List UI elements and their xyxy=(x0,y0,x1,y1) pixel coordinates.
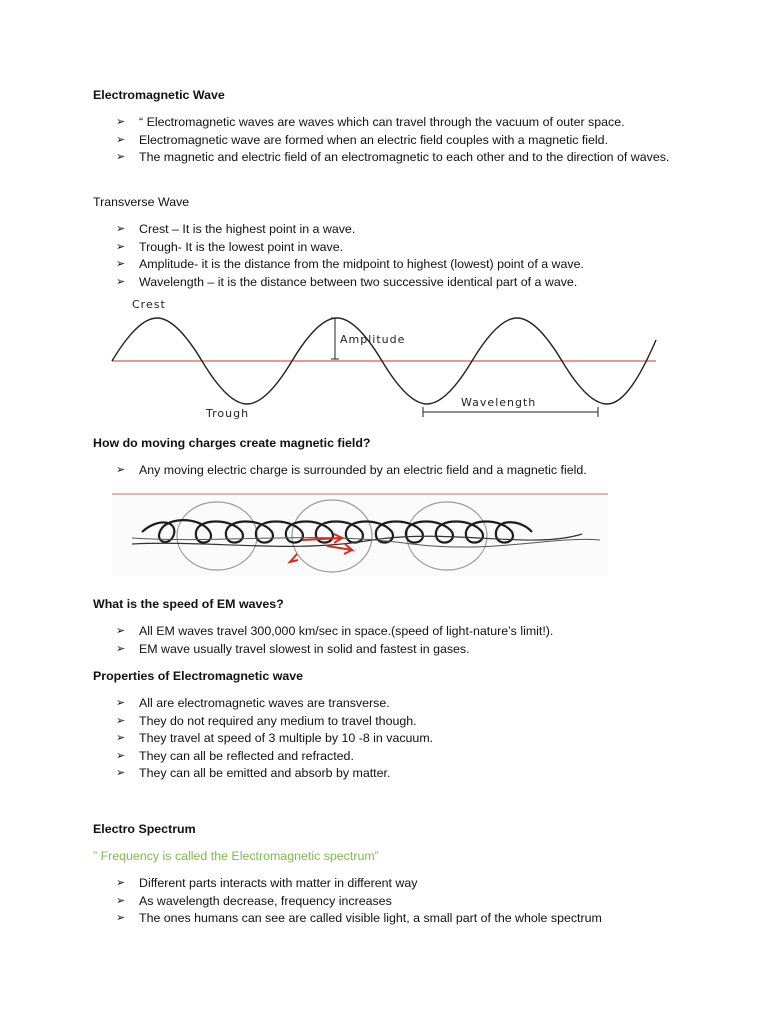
section-title-em-wave: Electromagnetic Wave xyxy=(93,88,225,102)
section-title-spectrum: Electro Spectrum xyxy=(93,822,196,836)
arrowhead-bullet-icon: ➢ xyxy=(116,464,126,476)
list-item: ➢ Different parts interacts with matter in different way xyxy=(116,875,676,893)
arrowhead-bullet-icon: ➢ xyxy=(116,877,126,889)
list-item: ➢ They can all be emitted and absorb by matter. xyxy=(116,765,676,783)
list-item: ➢ All are electromagnetic waves are transverse. xyxy=(116,695,676,713)
list-item: ➢ Crest – It is the highest point in a wave. xyxy=(116,221,676,239)
arrowhead-bullet-icon: ➢ xyxy=(116,732,126,745)
arrowhead-bullet-icon: ➢ xyxy=(116,767,126,780)
list-item: ➢ As wavelength decrease, frequency increases xyxy=(116,893,676,911)
arrowhead-bullet-icon: ➢ xyxy=(116,697,126,709)
transverse-list xyxy=(116,221,676,291)
list-item: ➢ They can all be reflected and refracted. xyxy=(116,748,676,766)
arrowhead-bullet-icon: ➢ xyxy=(116,223,126,235)
amplitude-label: Amplitude xyxy=(340,333,406,346)
list-item: ➢ Trough- It is the lowest point in wave. xyxy=(116,239,676,257)
spectrum-quote: ” Frequency is called the Electromagnetic spectrum” xyxy=(93,849,379,863)
arrowhead-bullet-icon: ➢ xyxy=(116,116,126,128)
moving-charges-list xyxy=(116,462,676,480)
moving-charge-field-illustration xyxy=(112,488,608,576)
list-item: ➢ Wavelength – it is the distance between two successive identical part of a wave. xyxy=(116,274,676,292)
wavelength-label: Wavelength xyxy=(461,396,537,409)
arrowhead-bullet-icon: ➢ xyxy=(116,714,126,727)
section-title-properties: Properties of Electromagnetic wave xyxy=(93,669,304,683)
section-title-moving-charges: How do moving charges create magnetic field? xyxy=(93,436,371,450)
list-item: ➢ All EM waves travel 300,000 km/sec in space.(speed of light-nature’s limit!). xyxy=(116,623,676,641)
list-item: ➢ They travel at speed of 3 multiple by 10 -8 in vacuum. xyxy=(116,730,676,748)
properties-list xyxy=(116,695,676,783)
arrowhead-bullet-icon: ➢ xyxy=(116,625,126,637)
arrowhead-bullet-icon: ➢ xyxy=(116,749,126,762)
crest-label: Crest xyxy=(132,298,166,311)
spectrum-list xyxy=(116,875,676,928)
arrowhead-bullet-icon: ➢ xyxy=(116,894,126,907)
list-item: ➢ They do not required any medium to travel though. xyxy=(116,713,676,731)
section-title-speed: What is the speed of EM waves? xyxy=(93,597,284,611)
list-item: ➢ “ Electromagnetic waves are waves which can travel through the vacuum of outer space. xyxy=(116,114,676,132)
arrowhead-bullet-icon: ➢ xyxy=(116,151,126,164)
arrowhead-bullet-icon: ➢ xyxy=(116,912,126,925)
list-item: ➢ The ones humans can see are called visible light, a small part of the whole spectrum xyxy=(116,910,676,928)
arrowhead-bullet-icon: ➢ xyxy=(116,275,126,288)
arrowhead-bullet-icon: ➢ xyxy=(116,133,126,146)
section-title-transverse: Transverse Wave xyxy=(93,195,190,209)
em-wave-list xyxy=(116,114,676,167)
arrowhead-bullet-icon: ➢ xyxy=(116,240,126,253)
list-item: ➢ Any moving electric charge is surrounded by an electric field and a magnetic field. xyxy=(116,462,676,480)
transverse-wave-diagram xyxy=(110,296,660,422)
list-item: ➢ The magnetic and electric field of an electromagnetic to each other and to the direction of waves. xyxy=(116,149,676,167)
trough-label: Trough xyxy=(206,407,250,420)
arrowhead-bullet-icon: ➢ xyxy=(116,258,126,271)
speed-list xyxy=(116,623,676,658)
list-item: ➢ EM wave usually travel slowest in solid and fastest in gases. xyxy=(116,641,676,659)
list-item: ➢ Amplitude- it is the distance from the midpoint to highest (lowest) point of a wave. xyxy=(116,256,676,274)
arrowhead-bullet-icon: ➢ xyxy=(116,642,126,655)
list-item: ➢ Electromagnetic wave are formed when an electric field couples with a magnetic field. xyxy=(116,132,676,150)
